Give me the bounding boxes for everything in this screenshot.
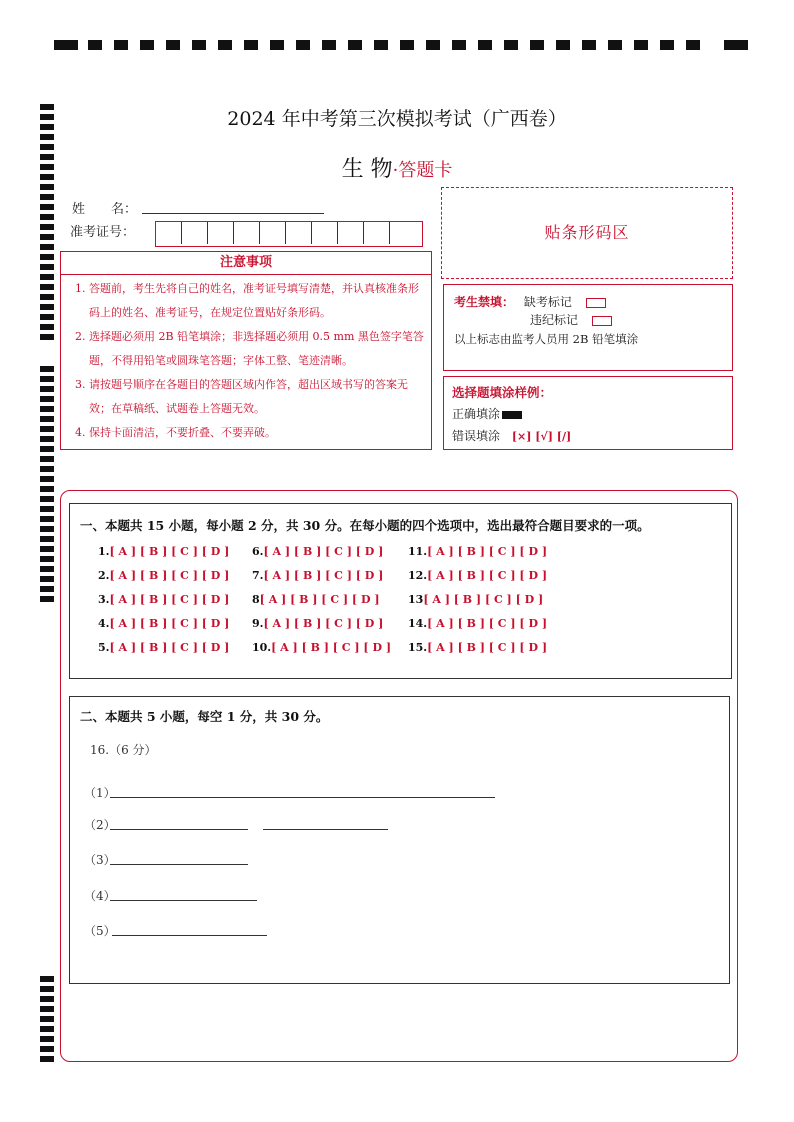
notice-item: 4. 保持卡面清洁，不要折叠、不要弄破。 xyxy=(75,426,276,439)
absent-mark-label: 缺考标记 xyxy=(523,295,572,309)
id-cell[interactable] xyxy=(260,222,286,244)
wrong-fill-samples: [×] [√] [/] xyxy=(511,430,572,443)
question-2[interactable]: 2.[ A ] [ B ] [ C ] [ D ] xyxy=(98,569,230,582)
violation-mark-box[interactable] xyxy=(592,316,612,326)
question-10[interactable]: 10.[ A ] [ B ] [ C ] [ D ] xyxy=(252,641,392,654)
fill-example-box xyxy=(443,376,733,450)
id-cell[interactable] xyxy=(234,222,260,244)
blank-number: （4） xyxy=(84,889,116,903)
choice-options[interactable]: [ A ] [ B ] [ C ] [ D ] xyxy=(259,593,380,606)
question-14[interactable]: 14.[ A ] [ B ] [ C ] [ D ] xyxy=(408,617,548,630)
question-5[interactable]: 5.[ A ] [ B ] [ C ] [ D ] xyxy=(98,641,230,654)
choice-options[interactable]: [ A ] [ B ] [ C ] [ D ] xyxy=(427,641,548,654)
id-cell[interactable] xyxy=(208,222,234,244)
notice-item: 3. 请按题号顺序在各题目的答题区域内作答，超出区域书写的答案无效；在草稿纸、试题卷上答题无效。 xyxy=(75,378,408,415)
fill-example-title: 选择题填涂样例： xyxy=(452,385,553,400)
choice-options[interactable]: [ A ] [ B ] [ C ] [ D ] xyxy=(263,545,384,558)
answer-line-3[interactable] xyxy=(110,864,248,865)
notice-box xyxy=(60,251,432,450)
choice-options[interactable]: [ A ] [ B ] [ C ] [ D ] xyxy=(423,593,544,606)
barcode-area xyxy=(441,187,733,279)
choice-options[interactable]: [ A ] [ B ] [ C ] [ D ] xyxy=(109,617,230,630)
choice-options[interactable]: [ A ] [ B ] [ C ] [ D ] xyxy=(109,569,230,582)
exam-title: 2024 年中考第三次模拟考试（广西卷） xyxy=(227,108,567,130)
question-11[interactable]: 11.[ A ] [ B ] [ C ] [ D ] xyxy=(408,545,548,558)
choice-options[interactable]: [ A ] [ B ] [ C ] [ D ] xyxy=(427,569,548,582)
choice-options[interactable]: [ A ] [ B ] [ C ] [ D ] xyxy=(109,641,230,654)
question-7[interactable]: 7.[ A ] [ B ] [ C ] [ D ] xyxy=(252,569,384,582)
choice-options[interactable]: [ A ] [ B ] [ C ] [ D ] xyxy=(427,617,548,630)
question-16-label: 16.（6 分） xyxy=(90,743,157,757)
answer-line-1[interactable] xyxy=(110,797,495,798)
prohibit-box xyxy=(443,284,733,371)
notice-title: 注意事项 xyxy=(61,252,431,275)
subject-title xyxy=(0,152,794,183)
name-label: 姓 名： xyxy=(72,202,138,217)
barcode-label: 贴条形码区 xyxy=(544,223,630,242)
id-cell[interactable] xyxy=(156,222,182,244)
id-cell[interactable] xyxy=(364,222,390,244)
blank-number: （2） xyxy=(84,818,116,832)
question-3[interactable]: 3.[ A ] [ B ] [ C ] [ D ] xyxy=(98,593,230,606)
violation-mark-label: 违纪标记 xyxy=(530,313,579,327)
blank-number: （3） xyxy=(84,853,116,867)
choice-options[interactable]: [ A ] [ B ] [ C ] [ D ] xyxy=(109,545,230,558)
question-1[interactable]: 1.[ A ] [ B ] [ C ] [ D ] xyxy=(98,545,230,558)
choice-options[interactable]: [ A ] [ B ] [ C ] [ D ] xyxy=(263,569,384,582)
answer-line-2b[interactable] xyxy=(263,829,388,830)
prohibit-note: 以上标志由监考人员用 2B 铅笔填涂 xyxy=(454,332,639,346)
id-label: 准考证号： xyxy=(70,225,136,240)
question-4[interactable]: 4.[ A ] [ B ] [ C ] [ D ] xyxy=(98,617,230,630)
question-15[interactable]: 15.[ A ] [ B ] [ C ] [ D ] xyxy=(408,641,548,654)
correct-fill-sample xyxy=(502,411,522,419)
id-cell[interactable] xyxy=(338,222,364,244)
subject-suffix: ·答题卡 xyxy=(392,160,453,181)
choice-options[interactable]: [ A ] [ B ] [ C ] [ D ] xyxy=(271,641,392,654)
question-13[interactable]: 13[ A ] [ B ] [ C ] [ D ] xyxy=(408,593,544,606)
question-8[interactable]: 8[ A ] [ B ] [ C ] [ D ] xyxy=(252,593,380,606)
question-12[interactable]: 12.[ A ] [ B ] [ C ] [ D ] xyxy=(408,569,548,582)
question-9[interactable]: 9.[ A ] [ B ] [ C ] [ D ] xyxy=(252,617,384,630)
section1-title: 一、本题共 15 小题，每小题 2 分，共 30 分。在每小题的四个选项中，选出最符合题目要求的一项。 xyxy=(80,518,650,533)
blank-number: （5） xyxy=(84,924,116,938)
question-6[interactable]: 6.[ A ] [ B ] [ C ] [ D ] xyxy=(252,545,384,558)
choice-options[interactable]: [ A ] [ B ] [ C ] [ D ] xyxy=(109,593,230,606)
choice-options[interactable]: [ A ] [ B ] [ C ] [ D ] xyxy=(427,545,548,558)
absent-mark-box[interactable] xyxy=(586,298,606,308)
choice-options[interactable]: [ A ] [ B ] [ C ] [ D ] xyxy=(263,617,384,630)
section2-box xyxy=(69,696,730,984)
blank-number: （1） xyxy=(84,786,116,800)
answer-line-2a[interactable] xyxy=(110,829,248,830)
answer-line-4[interactable] xyxy=(110,900,257,901)
prohibit-label: 考生禁填： xyxy=(454,295,515,309)
notice-item: 1. 答题前，考生先将自己的姓名，准考证号填写清楚，并认真核准条形码上的姓名、准考证号，在规定位置贴好条形码。 xyxy=(75,282,419,319)
wrong-fill-label: 错误填涂 xyxy=(452,429,501,443)
correct-fill-label: 正确填涂 xyxy=(452,407,501,421)
id-number-grid[interactable] xyxy=(155,221,423,247)
section2-title: 二、本题共 5 小题，每空 1 分，共 30 分。 xyxy=(80,709,329,724)
id-cell[interactable] xyxy=(286,222,312,244)
id-cell[interactable] xyxy=(312,222,338,244)
id-cell[interactable] xyxy=(390,222,416,244)
id-cell[interactable] xyxy=(182,222,208,244)
name-field[interactable] xyxy=(142,213,324,214)
answer-line-5[interactable] xyxy=(112,935,267,936)
notice-item: 2. 选择题必须用 2B 铅笔填涂；非选择题必须用 0.5 mm 黑色签字笔答题，不得用铅笔或圆珠笔答题；字体工整、笔迹清晰。 xyxy=(75,330,424,367)
subject-name: 生 物 xyxy=(341,157,393,182)
